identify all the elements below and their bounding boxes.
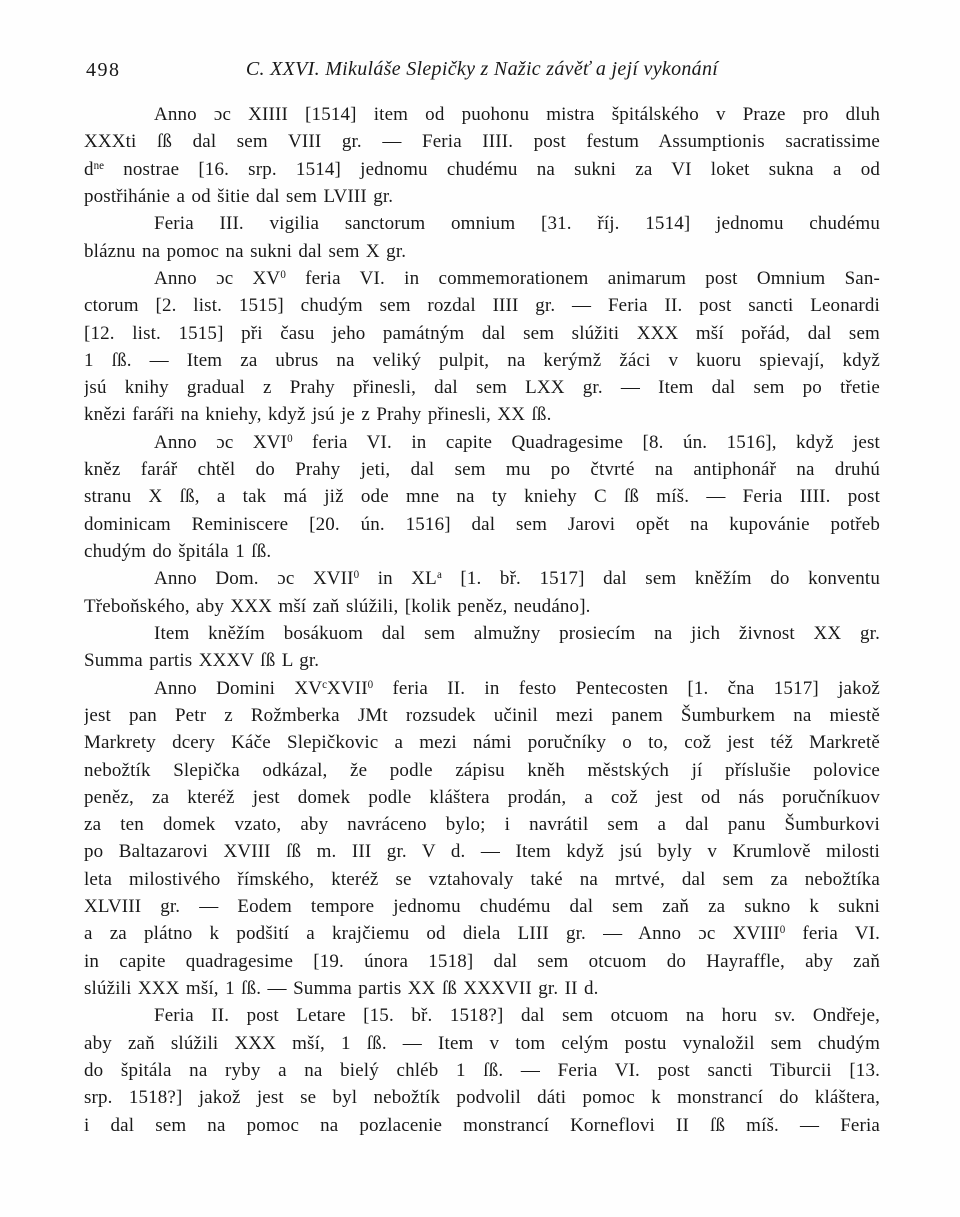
paragraph — [84, 565, 880, 620]
running-title: C. XXVI. Mikuláše Slepičky z Nažic závěť a její vykonání — [245, 58, 719, 80]
page-number: 498 — [86, 59, 121, 81]
paragraph — [84, 620, 880, 675]
text-line: a za plátno k podšití a krajčiemu od diela LIII gr. — Anno ɔc XVIII$^0$ feria VI. — [84, 923, 880, 945]
text-line: Anno ɔc XVI$^0$ feria VI. in capite Quadragesime [8. ún. 1516], když jest — [154, 431, 880, 453]
paragraph — [84, 210, 880, 265]
paragraph — [84, 101, 880, 210]
text-line: postřihánie a od šitie dal sem LVIII gr. — [84, 185, 394, 207]
text-line: Feria II. post Letare [15. bř. 1518?] dal sem otcuom na horu sv. Ondřeje, — [154, 1005, 880, 1027]
text-line: stranu X ſß, a tak má již ode mne na ty kniehy C ſß míš. — Feria IIII. post — [84, 486, 880, 508]
text-line: in capite quadragesime [19. února 1518] dal sem otcuom do Hayraffle, aby zaň — [84, 950, 880, 972]
paragraph — [84, 675, 880, 1003]
text-line: do špitála na ryby a na bielý chléb 1 ſß. — Feria VI. post sancti Tiburcii [13. — [84, 1059, 880, 1081]
text-line: Anno ɔc XIIII [1514] item od puohonu mistra špitálského v Praze pro dluh — [154, 104, 880, 125]
text-line: jsú knihy gradual z Prahy přinesli, dal sem LXX gr. — Item dal sem po třetie — [84, 377, 880, 399]
text-line: Markrety dcery Káče Slepičkovic a mezi námi poručníky o to, což jest též Markretě — [84, 732, 880, 754]
text-line: Anno Domini $XV^cXVII^0$ feria II. in festo Pentecosten [1. čna 1517] jakož — [154, 677, 880, 699]
text-line: za ten domek vzato, aby navráceno bylo; i navrátil sem a dal panu Šumburkovi — [84, 814, 880, 836]
paragraph — [84, 429, 880, 566]
text-line: jest pan Petr z Rožmberka JMt rozsudek učinil mezi panem Šumburkem na miestě — [84, 704, 880, 726]
text-line: po Baltazarovi XVIII ſß m. III gr. V d. — Item když jsú byly v Krumlově milosti — [84, 841, 880, 863]
text-line: i dal sem na pomoc na pozlacenie monstrancí Korneflovi II ſß míš. — Feria — [84, 1114, 880, 1136]
paragraph — [84, 265, 880, 429]
text-line: [12. list. 1515] při času jeho památným dal sem slúžiti XXX mší pořád, dal sem — [84, 322, 880, 344]
text-line: $d^{ne}$ nostrae [16. srp. 1514] jednomu chudému na sukni za VI loket sukna a od — [84, 158, 880, 180]
text-line: nebožtík Slepička odkázal, že podle zápisu kněh městských jí příslušie polovice — [84, 759, 880, 781]
text-line: srp. 1518?] jakož jest se byl nebožtík podvolil dáti pomoc k monstrancí do kláštera, — [84, 1087, 880, 1109]
text-line: Summa partis XXXV ſß L gr. — [84, 650, 320, 672]
text-line: Item kněžím bosákuom dal sem almužny prosiecím na jich živnost XX gr. — [154, 622, 880, 644]
text-line: Anno ɔc $XV^0$ feria VI. in commemorationem animarum post Omnium San- — [154, 267, 880, 289]
text-line: XLVIII gr. — Eodem tempore jednomu chudému dal sem zaň za sukno k sukni — [84, 896, 880, 918]
text-line: leta milostivého římského, kteréž se vztahovaly také na mrtvé, dal sem za nebožtíka — [84, 868, 880, 890]
text-line: Třeboňského, aby XXX mší zaň slúžili, [kolik peněz, neudáno]. — [84, 595, 591, 617]
text-line: 1 ſß. — Item za ubrus na veliký pulpit, na kerýmž žáci v kuoru spievají, když — [84, 349, 880, 371]
body-text — [84, 101, 880, 1139]
text-line: dominicam Reminiscere [20. ún. 1516] dal sem Jarovi opět na kupovánie potřeb — [84, 513, 880, 535]
text-line: aby zaň slúžili XXX mší, 1 ſß. — Item v tom celým postu vynaložil sem chudým — [84, 1032, 880, 1054]
text-line: XXXti ſß dal sem VIII gr. — Feria IIII. post festum Assumptionis sacratissime — [84, 131, 880, 153]
text-line: ctorum [2. list. 1515] chudým sem rozdal IIII gr. — Feria II. post sancti Leonardi — [84, 295, 880, 317]
paragraph — [84, 1002, 880, 1139]
text-line: knězi faráři na kniehy, když jsú je z Prahy přinesli, XX ſß. — [84, 404, 552, 426]
page-header — [84, 57, 880, 87]
text-line: chudým do špitála 1 ſß. — [84, 541, 272, 562]
text-line: kněz farář chtěl do Prahy jeti, dal sem mu po čtvrté na antiphonář na druhú — [84, 459, 880, 481]
text-line: peněz, za kteréž jest domek podle kláštera prodán, a což jest od nás poručníkuov — [84, 786, 880, 808]
text-line: bláznu na pomoc na sukni dal sem X gr. — [84, 240, 407, 262]
text-line: slúžili XXX mší, 1 ſß. — Summa partis XX ſß XXXVII gr. II d. — [84, 978, 599, 999]
text-line: Anno Dom. ɔc XVII$^0$ in $XL^a$ [1. bř. 1517] dal sem kněžím do konventu — [154, 568, 880, 590]
text-line: Feria III. vigilia sanctorum omnium [31. říj. 1514] jednomu chudému — [154, 213, 880, 235]
